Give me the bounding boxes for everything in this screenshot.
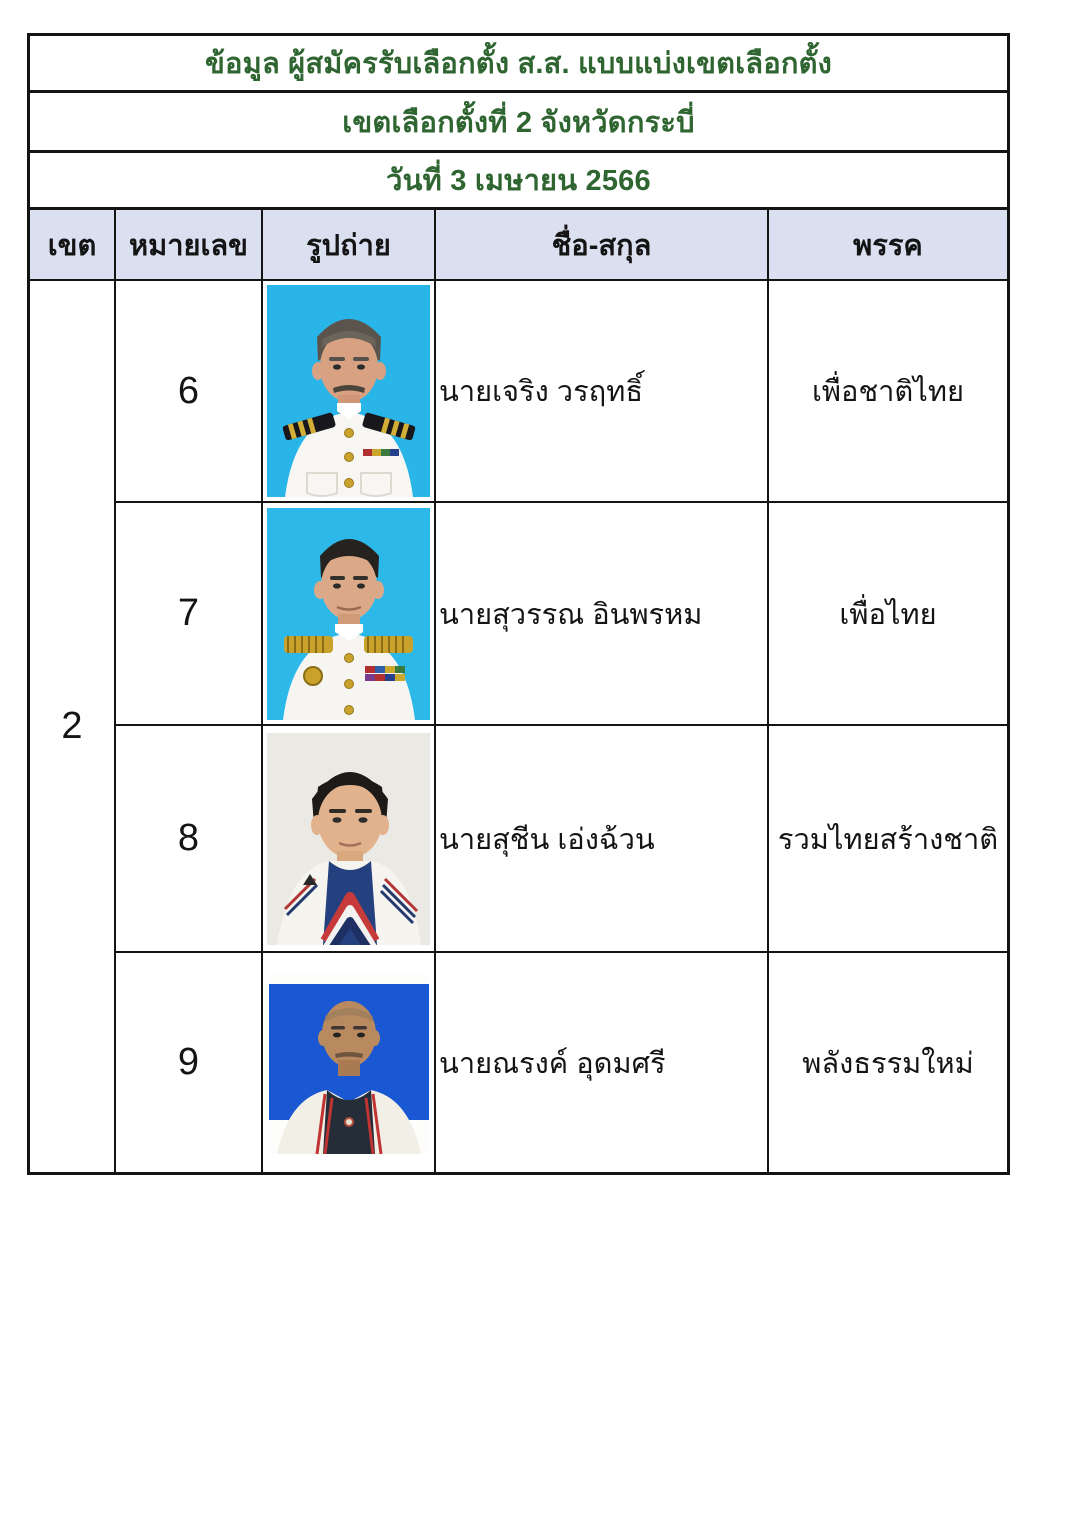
col-header-number: หมายเลข [116,210,263,279]
candidate-name: นายณรงค์ อุดมศรี [436,951,769,1172]
candidate-photo-cell [263,951,436,1172]
candidate-photo-cell [263,724,436,951]
candidate-number: 9 [116,951,263,1172]
candidate-photo-cell [263,281,436,501]
photo-candidate-9 [269,972,429,1154]
candidate-number: 6 [116,281,263,501]
col-header-district: เขต [30,210,116,279]
table-body [30,281,1007,1172]
candidate-name: นายสุวรรณ อินพรหม [436,501,769,724]
col-header-photo: รูปถ่าย [263,210,436,279]
photo-candidate-8 [267,733,430,945]
district-number-cell: 2 [30,281,116,1172]
sheet-date: วันที่ 3 เมษายน 2566 [30,153,1007,210]
photo-candidate-7 [267,508,430,720]
candidate-photo-cell [263,501,436,724]
candidate-number: 8 [116,724,263,951]
candidate-party: รวมไทยสร้างชาติ [769,724,1007,951]
sheet-title: ข้อมูล ผู้สมัครรับเลือกตั้ง ส.ส. แบบแบ่งเขตเลือกตั้ง [30,36,1007,93]
candidate-party: พลังธรรมใหม่ [769,951,1007,1172]
candidate-number: 7 [116,501,263,724]
candidate-table [27,33,1010,1175]
candidate-name: นายเจริง วรฤทธิ์ [436,281,769,501]
sheet-subtitle-district: เขตเลือกตั้งที่ 2 จังหวัดกระบี่ [30,93,1007,153]
col-header-name: ชื่อ-สกุล [436,210,769,279]
table-header-row [30,210,1007,281]
candidate-name: นายสุชีน เอ่งฉ้วน [436,724,769,951]
candidate-party: เพื่อไทย [769,501,1007,724]
photo-candidate-6 [267,285,430,497]
candidate-party: เพื่อชาติไทย [812,376,964,408]
col-header-party: พรรค [853,229,923,262]
